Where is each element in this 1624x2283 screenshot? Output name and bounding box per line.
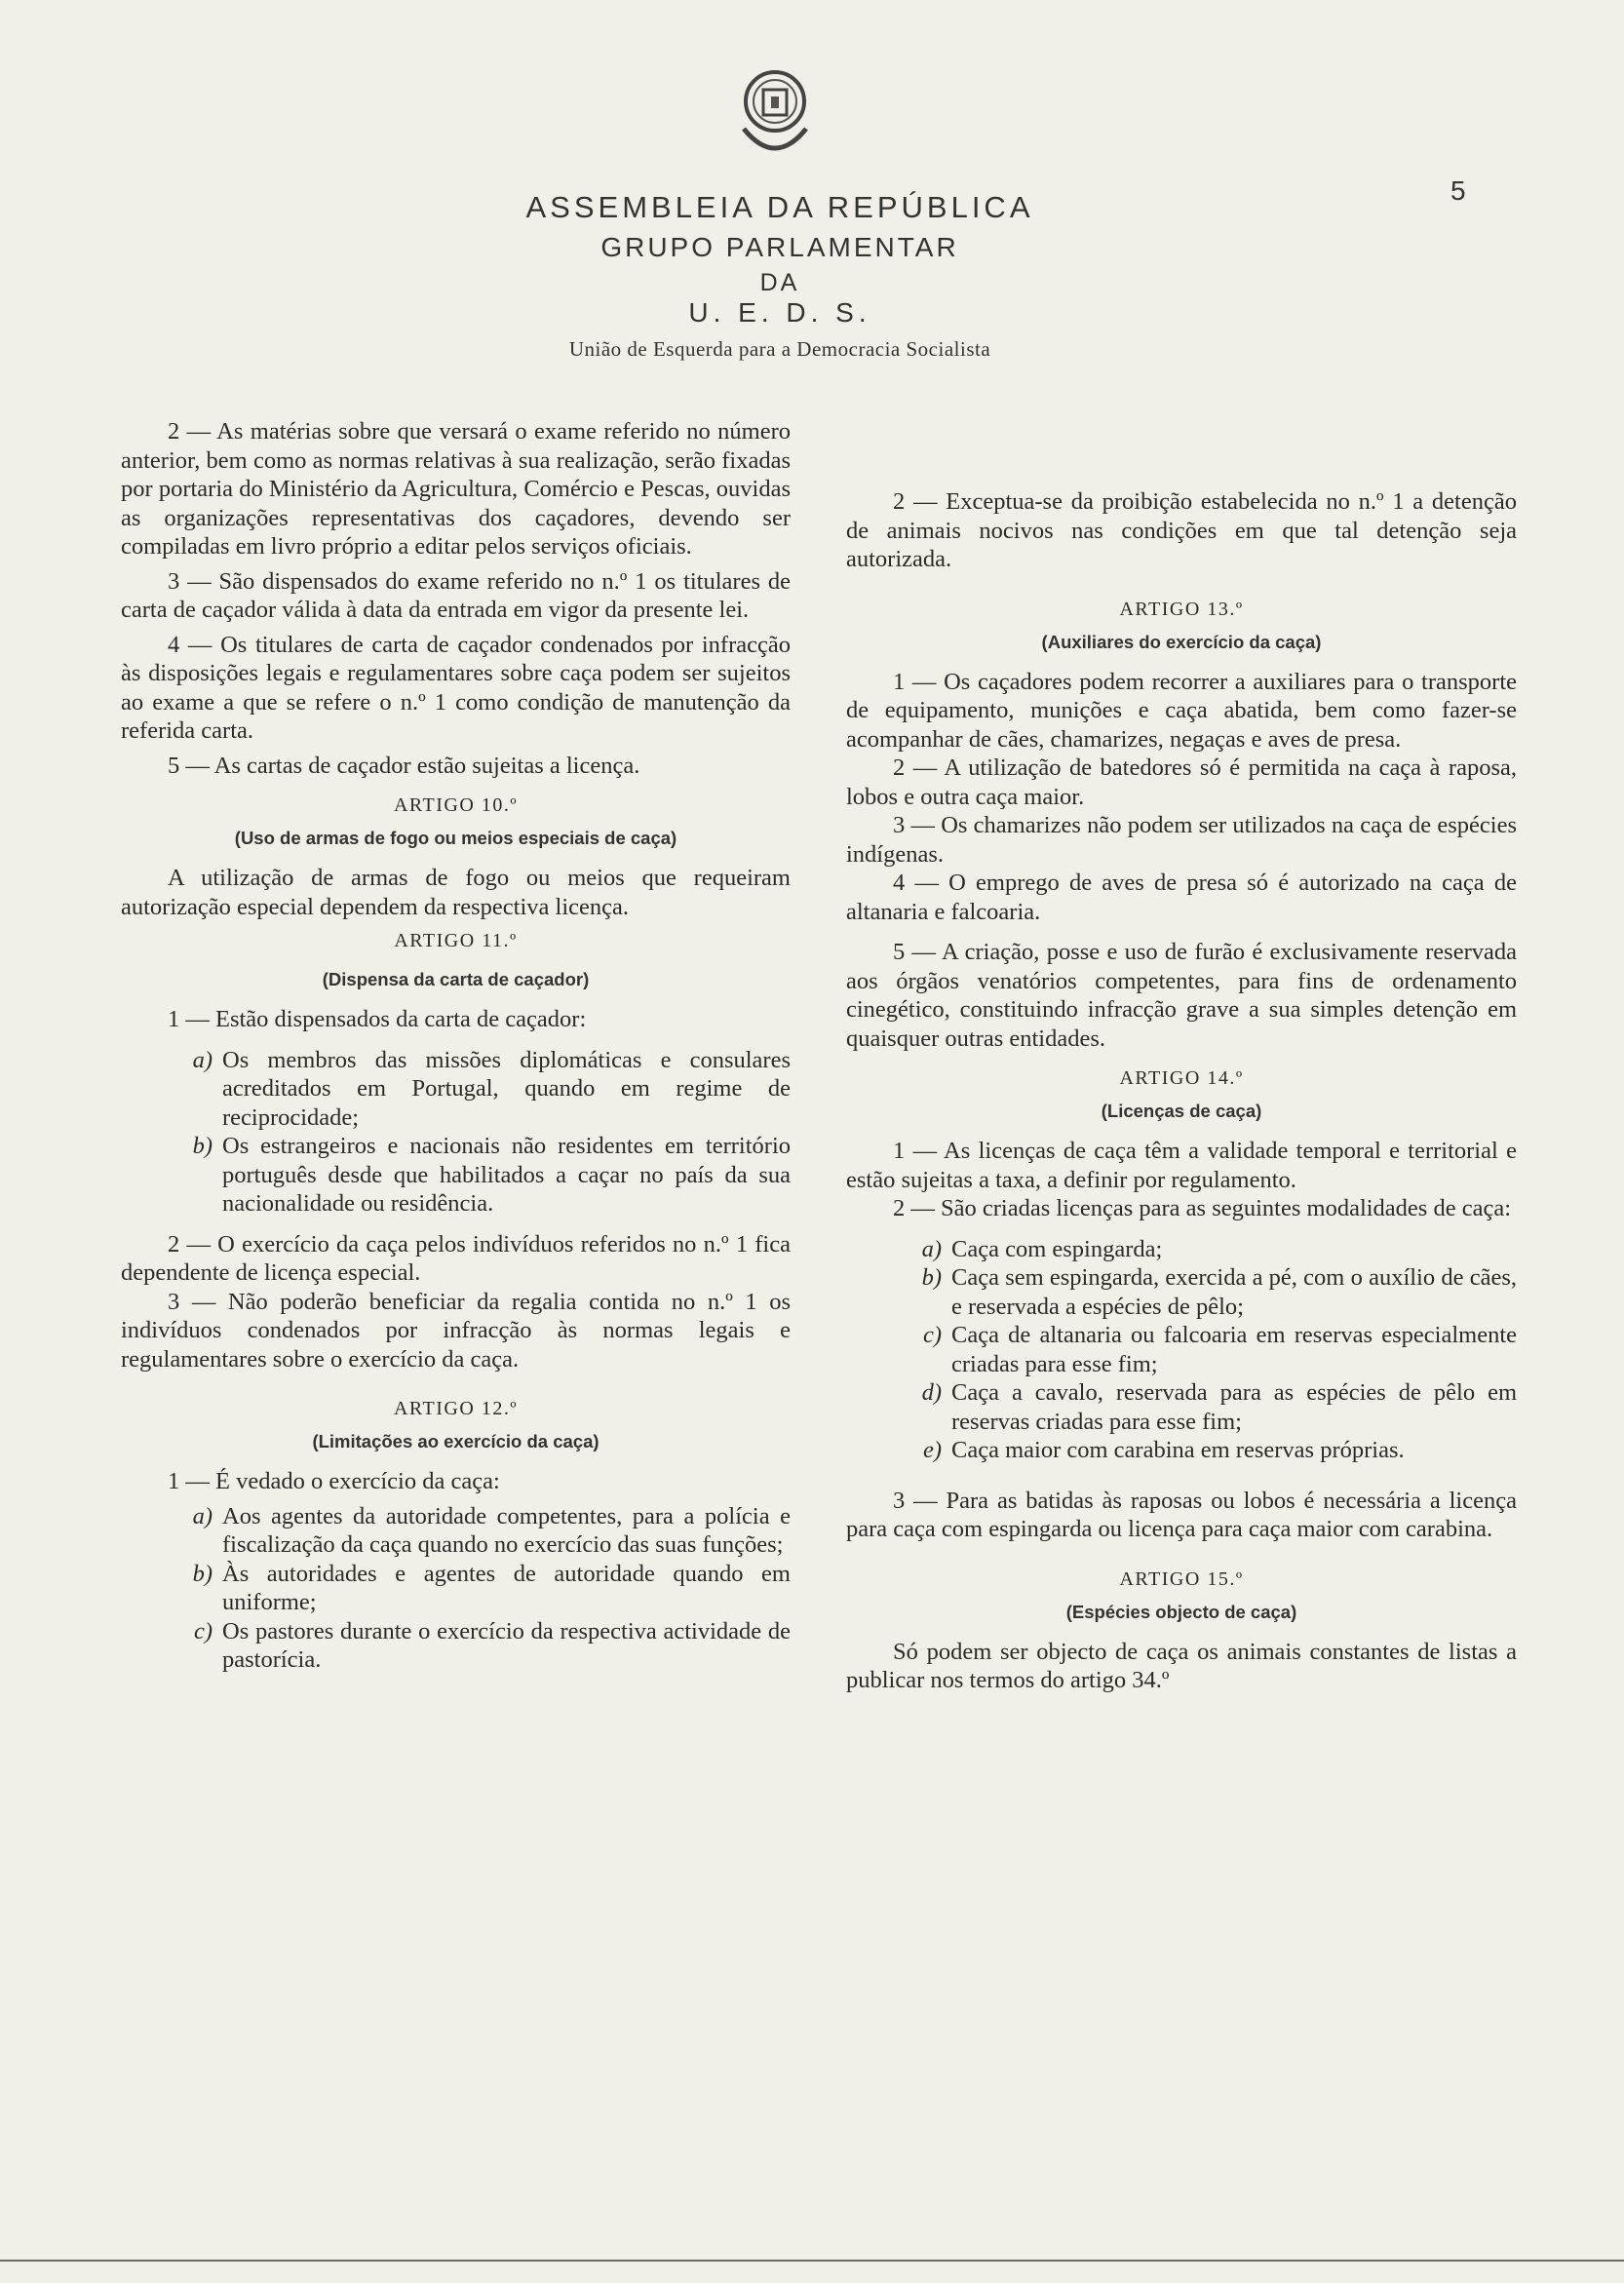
paragraph: 1 — As licenças de caça têm a validade temporal e territorial e estão sujeitas a taxa, a definir por regulamento. [846, 1138, 1517, 1193]
article-heading: ARTIGO 10.º [393, 794, 519, 816]
list-item-label: d) [921, 1379, 942, 1406]
list-item-label: a) [921, 1235, 942, 1262]
left-column [121, 417, 791, 1675]
list-item-label: b) [921, 1264, 942, 1291]
list-item-label: c) [193, 1617, 213, 1645]
article-heading: ARTIGO 13.º [1119, 598, 1244, 620]
list-item [846, 1378, 1517, 1436]
bottom-rule [0, 2260, 1624, 2262]
list-item-label: b) [192, 1560, 213, 1587]
paragraph: 2 — Exceptua-se da proibição estabelecida no n.º 1 a detenção de animais nocivos nas condições em que tal detenção seja autorizada. [846, 488, 1517, 572]
right-column [846, 487, 1517, 1695]
paragraph: 3 — Não poderão beneficiar da regalia contida no n.º 1 os indivíduos condenados por infracção às normas legais e regulamentares sobre o exercício da caça. [121, 1288, 791, 1373]
paragraph: 5 — As cartas de caçador estão sujeitas a licença. [168, 752, 640, 779]
paragraph: A utilização de armas de fogo ou meios que requeiram autorização especial dependem da respectiva licença. [121, 865, 791, 920]
list-item-text: Caça sem espingarda, exercida a pé, com o auxílio de cães, e reservada a espécies de pêlo; [951, 1264, 1517, 1320]
list-item [121, 1132, 791, 1219]
list-item-text: Às autoridades e agentes de autoridade quando em uniforme; [222, 1560, 791, 1615]
article-heading: ARTIGO 14.º [1119, 1067, 1244, 1089]
page-number: 5 [1450, 175, 1466, 206]
list-item [846, 1321, 1517, 1378]
list-item-label: b) [192, 1133, 213, 1159]
list-item-text: Caça de altanaria ou falcoaria em reservas especialmente criadas para esse fim; [951, 1322, 1517, 1377]
list-item [846, 1263, 1517, 1321]
list-item-text: Caça com espingarda; [951, 1235, 1163, 1262]
list-item [846, 1436, 1517, 1465]
paragraph: 2 — O exercício da caça pelos indivíduos referidos no n.º 1 fica dependente de licença especial. [121, 1230, 791, 1286]
list-item-text: Caça a cavalo, reservada para as espécies de pêlo em reservas criadas para esse fim; [951, 1379, 1517, 1435]
coat-of-arms-seal [726, 60, 824, 158]
header-party: U. E. D. S. [688, 297, 871, 328]
list-item-text: Os pastores durante o exercício da respectiva actividade de pastorícia. [222, 1617, 791, 1673]
list-item [121, 1046, 791, 1133]
list-item-label: a) [192, 1046, 213, 1073]
paragraph: 4 — Os titulares de carta de caçador condenados por infracção às disposições legais e regulamentares sobre caça podem ser sujeitos ao exame a que se refere o n.º 1 como condição de manutenção da referida carta. [121, 631, 791, 744]
paragraph: 2 — As matérias sobre que versará o exame referido no número anterior, bem como as normas relativas à sua realização, serão fixadas por portaria do Ministério da Agricultura, Comércio e Pescas, ouvidas as organizações representativas dos caçadores, devendo ser compiladas em livro próprio a editar pelos serviços oficiais. [121, 418, 791, 560]
article-heading: ARTIGO 12.º [393, 1398, 519, 1419]
paragraph: 1 — Estão dispensados da carta de caçador: [168, 1006, 587, 1032]
list-item [846, 1235, 1517, 1264]
list-item-label: c) [922, 1322, 942, 1348]
list-item-label: e) [922, 1437, 942, 1463]
article-subheading: (Espécies objecto de caça) [1065, 1601, 1297, 1622]
header-da: DA [759, 269, 800, 296]
header-group: GRUPO PARLAMENTAR [600, 232, 959, 262]
paragraph: 3 — Para as batidas às raposas ou lobos é necessária a licença para caça com espingarda ou licença para caça maior com carabina. [846, 1487, 1517, 1542]
paragraph: 4 — O emprego de aves de presa só é autorizado na caça de altanaria e falcoaria. [846, 870, 1517, 925]
article-subheading: (Uso de armas de fogo ou meios especiais de caça) [234, 828, 677, 848]
list-item [121, 1617, 791, 1675]
header-assembly: ASSEMBLEIA DA REPÚBLICA [525, 190, 1034, 224]
article-heading: ARTIGO 11.º [394, 930, 518, 951]
list-item [121, 1502, 791, 1560]
article-subheading: (Licenças de caça) [1101, 1101, 1262, 1121]
header-party-fullname: União de Esquerda para a Democracia Socialista [568, 337, 991, 361]
paragraph: 1 — É vedado o exercício da caça: [168, 1468, 500, 1494]
list-item-text: Caça maior com carabina em reservas próprias. [951, 1437, 1405, 1463]
article-heading: ARTIGO 15.º [1119, 1567, 1244, 1590]
paragraph: 2 — São criadas licenças para as seguintes modalidades de caça: [893, 1195, 1512, 1221]
paragraph: Só podem ser objecto de caça os animais constantes de listas a publicar nos termos do artigo 34.º [846, 1638, 1517, 1693]
paragraph: 5 — A criação, posse e uso de furão é exclusivamente reservada aos órgãos venatórios competentes, para fins de ordenamento cinegético, constituindo infracção grave a sua simples detenção em quaisquer outras entidades. [846, 939, 1517, 1052]
list-item-text: Os estrangeiros e nacionais não residentes em território português desde que habilitados a caçar no país da sua nacionalidade ou residência. [222, 1133, 791, 1217]
list-item-label: a) [192, 1502, 213, 1529]
list-item [121, 1560, 791, 1617]
paragraph: 2 — A utilização de batedores só é permitida na caça à raposa, lobos e outra caça maior. [846, 755, 1517, 810]
list-item-text: Aos agentes da autoridade competentes, para a polícia e fiscalização da caça quando no exercício das suas funções; [222, 1502, 791, 1558]
article-subheading: (Limitações ao exercício da caça) [312, 1431, 599, 1451]
paragraph: 3 — Os chamarizes não podem ser utilizados na caça de espécies indígenas. [846, 812, 1517, 868]
paragraph: 3 — São dispensados do exame referido no n.º 1 os titulares de carta de caçador válida à data da entrada em vigor da presente lei. [121, 567, 791, 623]
paragraph: 1 — Os caçadores podem recorrer a auxiliares para o transporte de equipamento, munições e caça abatida, bem como fazer-se acompanhar de cães, chamarizes, negaças e aves de presa. [846, 668, 1517, 753]
article-subheading: (Dispensa da carta de caçador) [322, 969, 590, 989]
article-subheading: (Auxiliares do exercício da caça) [1041, 631, 1322, 652]
list-item-text: Os membros das missões diplomáticas e consulares acreditados em Portugal, quando em regime de reciprocidade; [222, 1046, 791, 1131]
